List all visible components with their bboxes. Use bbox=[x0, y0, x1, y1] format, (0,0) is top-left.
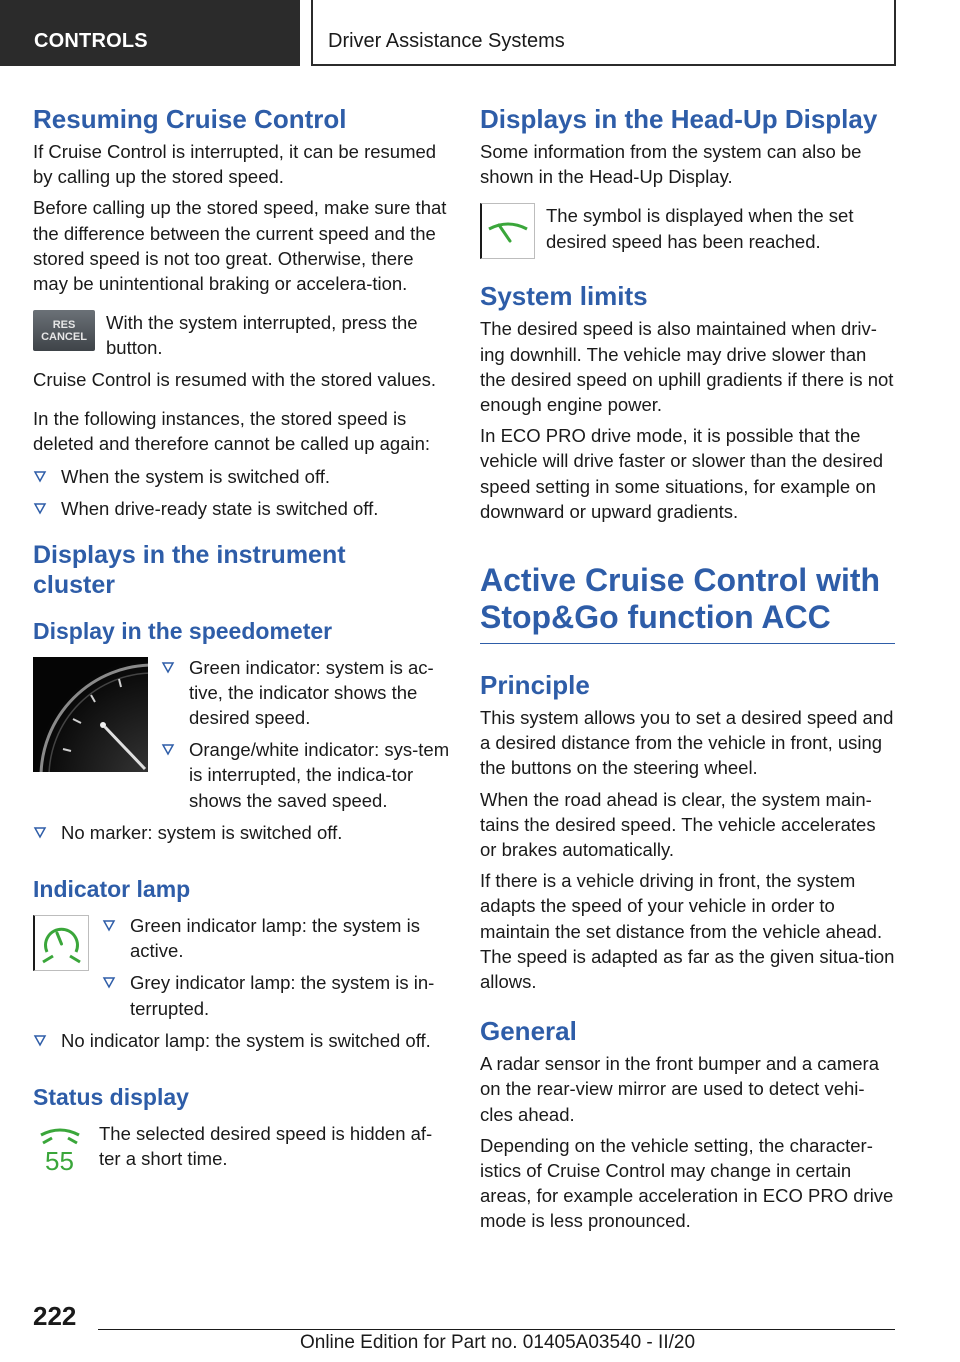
right-column bbox=[480, 100, 895, 1240]
footer-edition: Online Edition for Part no. 01405A03540 - II/20 bbox=[299, 1332, 696, 1353]
limits-heading: System limits bbox=[480, 281, 648, 312]
hud-symbol-row bbox=[480, 203, 895, 259]
cancel-label: CANCEL bbox=[41, 330, 87, 343]
speedo-heading: Display in the speedometer bbox=[33, 617, 333, 644]
status-heading: Status display bbox=[33, 1084, 189, 1111]
list-item: When the system is switched off. bbox=[33, 464, 451, 489]
cruise-lamp-icon bbox=[33, 915, 89, 971]
cluster-heading: Displays in the instrument cluster bbox=[33, 540, 346, 599]
general-paragraph-2: Depending on the vehicle setting, the character-istics of Cruise Control may change in certain areas, for example acceleration in ECO PRO drive mode is less pronounced. bbox=[480, 1134, 894, 1232]
list-item: No indicator lamp: the system is switched off. bbox=[33, 1028, 451, 1053]
res-label: RES bbox=[52, 318, 76, 331]
deleted-list bbox=[33, 464, 451, 521]
list-item: Green indicator: system is ac-tive, the indicator shows the desired speed. bbox=[161, 655, 451, 731]
acc-heading-rule bbox=[480, 643, 895, 644]
principle-paragraph-3: If there is a vehicle driving in front, the system adapts the speed of your vehicle in order to maintain the set distance from the vehicle ahead. The speed is adapted as far as the given situa-tion allows. bbox=[480, 870, 895, 993]
status-text: The selected desired speed is hidden af-ter a short time. bbox=[99, 1123, 433, 1170]
speedo-list-2 bbox=[33, 820, 451, 845]
bullet-triangle-icon bbox=[33, 501, 47, 515]
bullet-triangle-icon bbox=[33, 469, 47, 483]
status-speed-value: 55 bbox=[45, 1146, 74, 1177]
res-button-text: With the system interrupted, press the button. bbox=[106, 312, 418, 359]
bullet-triangle-icon bbox=[33, 1033, 47, 1047]
bullet-triangle-icon bbox=[161, 660, 175, 674]
general-heading: General bbox=[480, 1016, 577, 1047]
bullet-triangle-icon bbox=[161, 742, 175, 756]
chapter-tab: Driver Assistance Systems bbox=[311, 0, 896, 66]
speedo-row bbox=[33, 655, 451, 820]
list-item: No marker: system is switched off. bbox=[33, 820, 451, 845]
status-display-icon bbox=[33, 1125, 87, 1181]
bullet-triangle-icon bbox=[102, 918, 116, 932]
footer-divider bbox=[98, 1329, 895, 1330]
general-paragraph-1: A radar sensor in the front bumper and a camera on the rear-view mirror are used to detect vehi-cles ahead. bbox=[480, 1053, 879, 1125]
res-button-row bbox=[33, 310, 451, 360]
bullet-triangle-icon bbox=[33, 825, 47, 839]
page-number: 222 bbox=[33, 1301, 77, 1331]
resume-paragraph-4: In the following instances, the stored speed is deleted and therefore cannot be called up again: bbox=[33, 407, 431, 455]
hud-symbol-text: The symbol is displayed when the set desired speed has been reached. bbox=[546, 205, 854, 252]
resume-paragraph-3: Cruise Control is resumed with the stored values. bbox=[33, 368, 437, 390]
limits-paragraph-1: The desired speed is also maintained when driv-ing downhill. The vehicle may drive slower than the desired speed on uphill gradients if there is not enough engine power. bbox=[480, 318, 894, 416]
lamp-row bbox=[33, 913, 451, 1028]
speedo-list bbox=[161, 655, 451, 820]
header-tabbar bbox=[0, 0, 960, 66]
lamp-heading: Indicator lamp bbox=[33, 876, 191, 903]
resume-paragraph-2: Before calling up the stored speed, make sure that the difference between the current speed and the stored speed is not too great. Otherwise, there may be unintentional braking or accelera-tion. bbox=[33, 197, 447, 295]
status-row bbox=[33, 1121, 451, 1181]
principle-heading: Principle bbox=[480, 670, 590, 701]
bullet-triangle-icon bbox=[102, 975, 116, 989]
hud-heading: Displays in the Head-Up Display bbox=[480, 104, 878, 134]
list-item: Green indicator lamp: the system is active. bbox=[102, 913, 451, 963]
hud-paragraph: Some information from the system can also be shown in the Head-Up Display. bbox=[480, 141, 862, 188]
speedometer-image-icon bbox=[33, 657, 148, 772]
acc-heading: Active Cruise Control with Stop&Go function ACC bbox=[480, 562, 881, 636]
resume-heading: Resuming Cruise Control bbox=[33, 104, 347, 134]
res-cancel-button-icon bbox=[33, 310, 95, 351]
resume-paragraph-1: If Cruise Control is interrupted, it can be resumed by calling up the stored speed. bbox=[33, 141, 437, 188]
list-item: Orange/white indicator: sys-tem is interrupted, the indica-tor shows the saved speed. bbox=[161, 737, 451, 813]
principle-paragraph-2: When the road ahead is clear, the system main-tains the desired speed. The vehicle accelerates or brakes automatically. bbox=[480, 788, 876, 861]
lamp-list bbox=[102, 913, 451, 1028]
lamp-list-2 bbox=[33, 1028, 451, 1053]
principle-paragraph-1: This system allows you to set a desired speed and a desired distance from the vehicle in front, using the buttons on the steering wheel. bbox=[480, 707, 894, 779]
hud-symbol-icon bbox=[480, 203, 535, 259]
limits-paragraph-2: In ECO PRO drive mode, it is possible that the vehicle will drive faster or slower than the desired speed setting in some situations, for example on downward or upward gradients. bbox=[480, 425, 884, 522]
left-column bbox=[33, 100, 451, 1181]
list-item: When drive-ready state is switched off. bbox=[33, 496, 451, 521]
section-tab: CONTROLS bbox=[0, 0, 300, 66]
list-item: Grey indicator lamp: the system is in-terrupted. bbox=[102, 970, 451, 1020]
